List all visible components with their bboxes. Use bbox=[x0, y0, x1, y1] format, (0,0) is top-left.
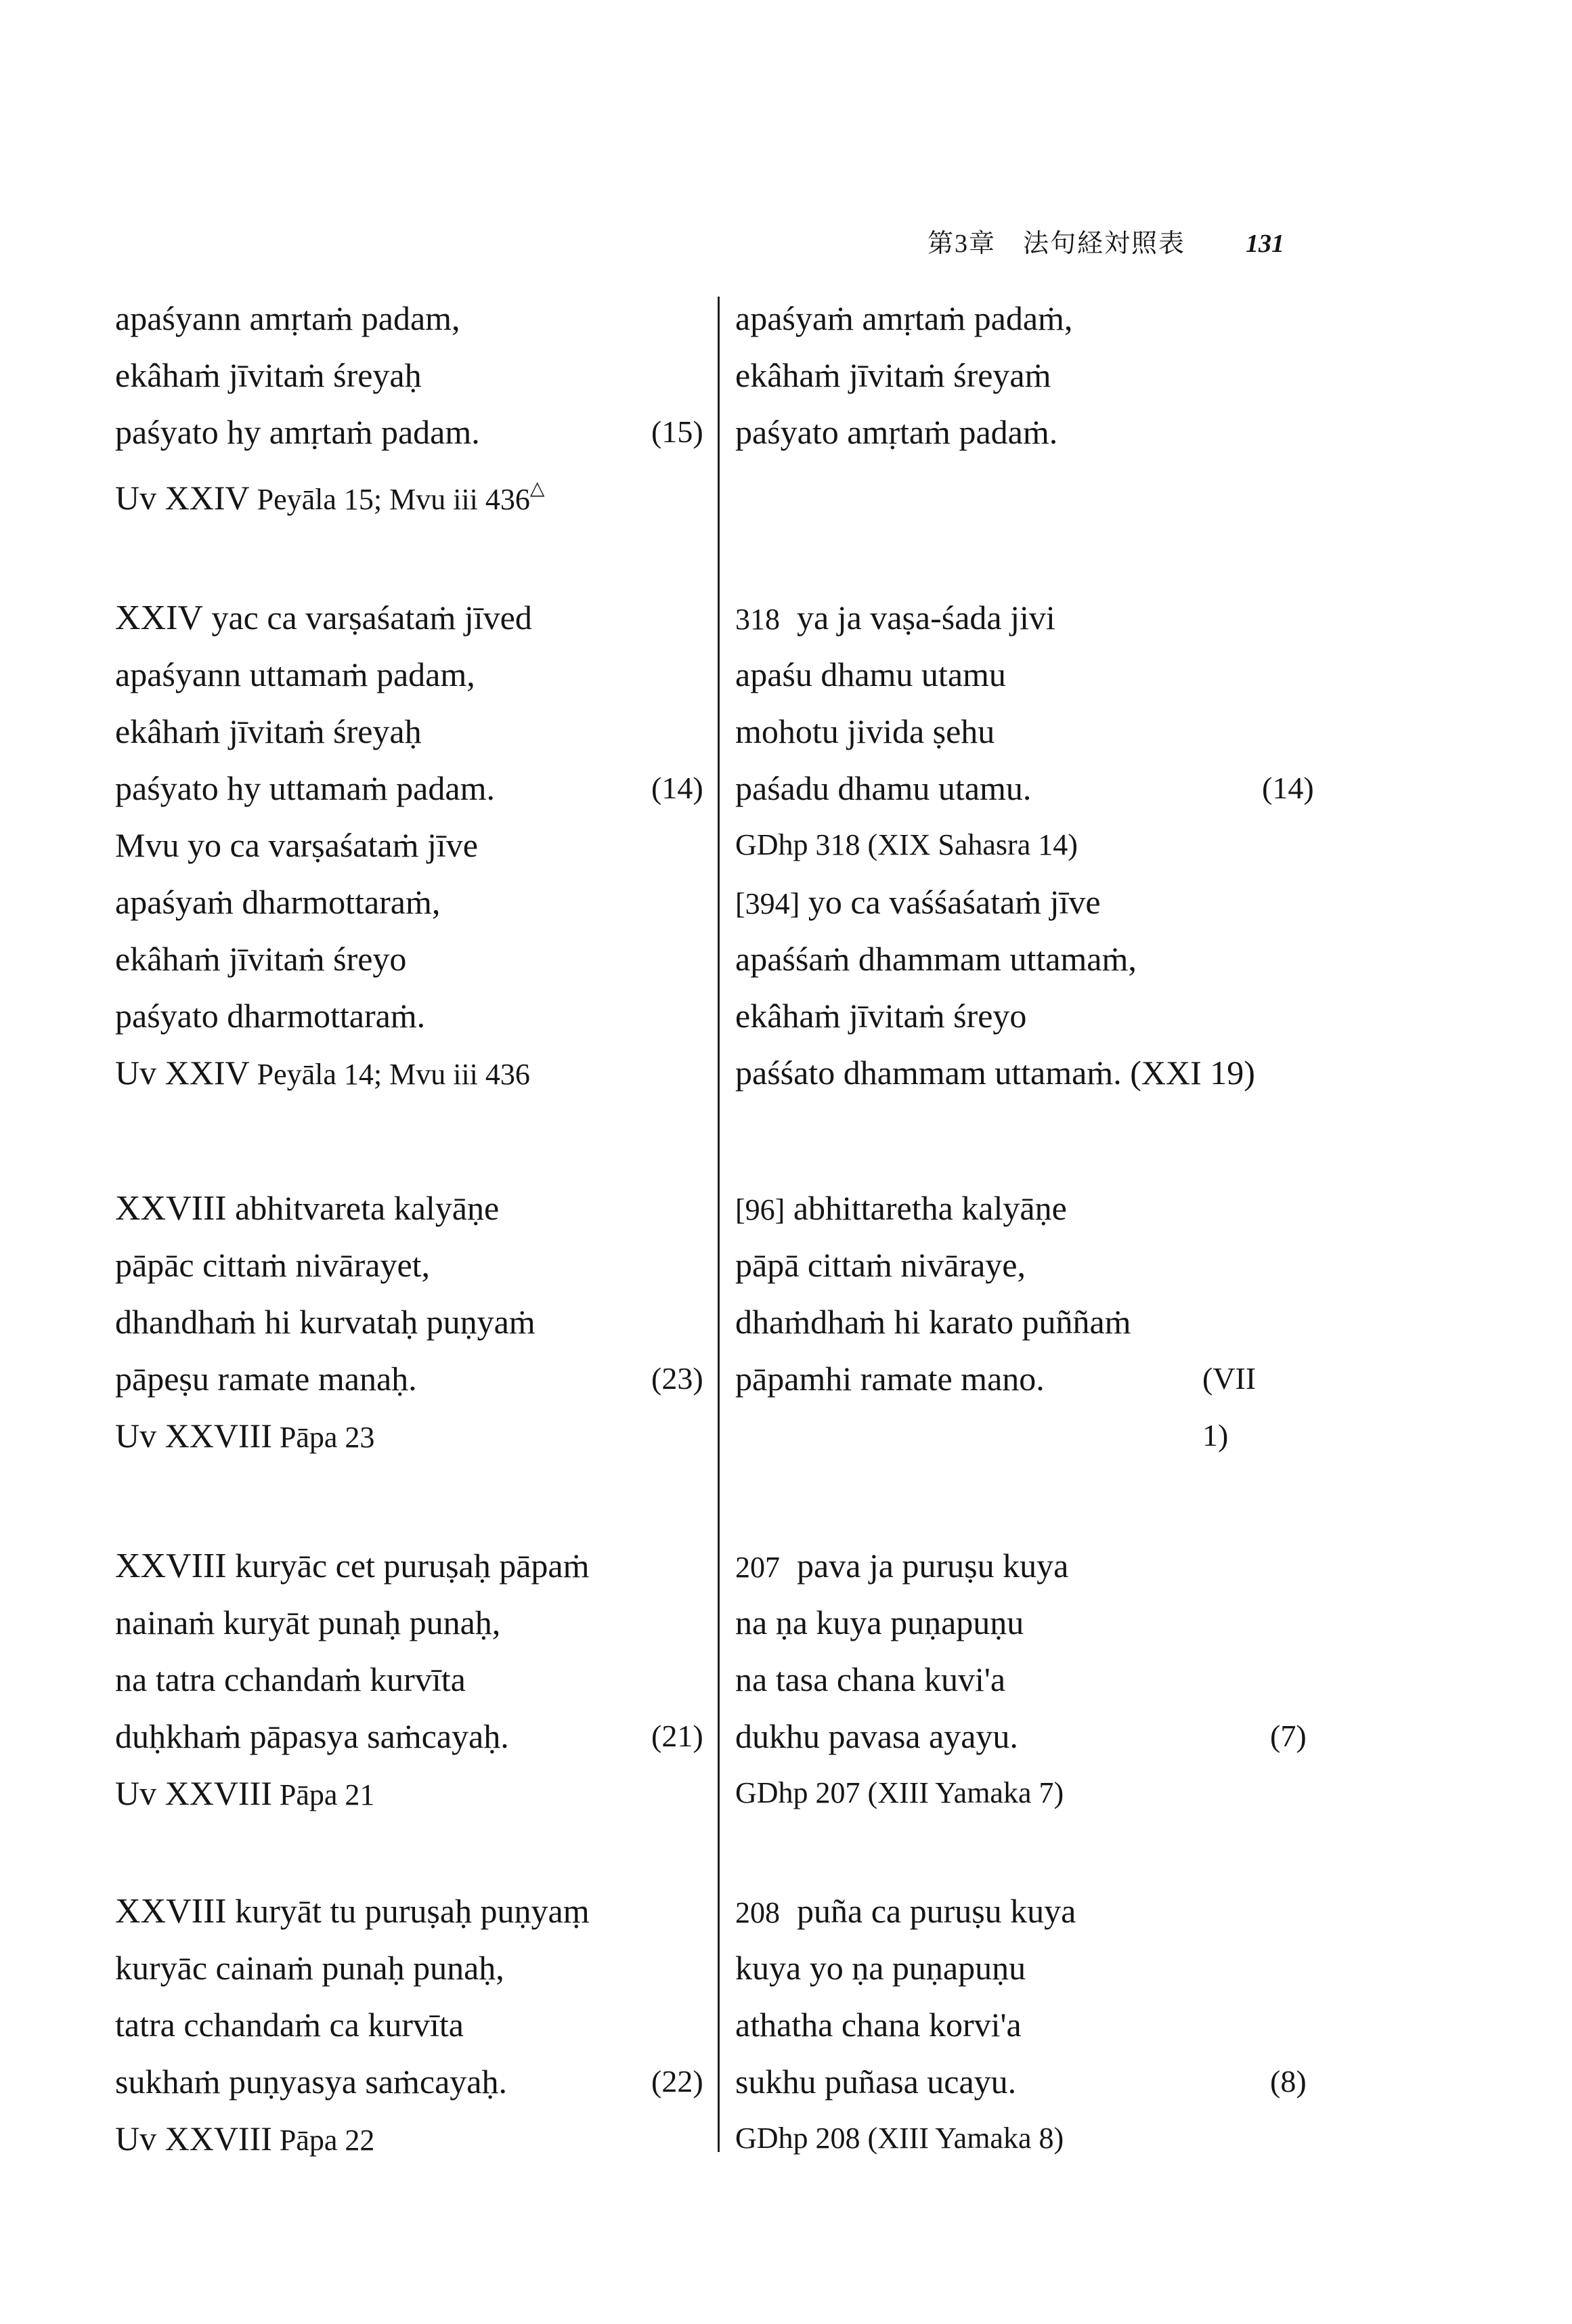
verse-line: dhandhaṁ hi kurvataḥ puṇyaṁ bbox=[115, 1303, 536, 1341]
chapter-ref: XXIV bbox=[115, 599, 203, 637]
verse-line: paśadu dhamu utamu. bbox=[735, 769, 1032, 807]
verse-line: pāpamhi ramate mano. bbox=[735, 1360, 1045, 1398]
triangle-mark: △ bbox=[529, 478, 545, 499]
verse-line: pāpeṣu ramate manaḥ. bbox=[115, 1360, 417, 1398]
verse-line: kuya yo ṇa puṇapuṇu bbox=[735, 1949, 1026, 1987]
verse-number: (7) bbox=[1270, 1719, 1307, 1753]
verse-ref: 207 bbox=[735, 1551, 780, 1584]
source-reference: Uv XXIV Peyāla 14; Mvu iii 436 bbox=[115, 1054, 530, 1092]
verse-line: na ṇa kuya puṇapuṇu bbox=[735, 1604, 1024, 1641]
verse-line: paśyato amṛtaṁ padaṁ. bbox=[735, 413, 1058, 451]
verse-line: athatha chana korvi'a bbox=[735, 2006, 1022, 2044]
verse-line: Mvu yo ca varṣaśataṁ jīve bbox=[115, 826, 478, 864]
verse-number: (15) bbox=[651, 414, 703, 449]
column-divider bbox=[718, 297, 720, 2152]
verse-number: (23) bbox=[651, 1361, 703, 1396]
chapter-ref: XXVIII bbox=[115, 1189, 227, 1228]
verse-first-line: 207 pava ja puruṣu kuya bbox=[735, 1547, 1069, 1585]
verse-number: (22) bbox=[651, 2064, 703, 2099]
verse-line: paśyato dharmottaraṁ. bbox=[115, 997, 426, 1035]
verse-line: pāpāc cittaṁ nivārayet, bbox=[115, 1246, 431, 1284]
chapter-location: (XXI 19) bbox=[1130, 1054, 1255, 1092]
verse-line: apaśu dhamu utamu bbox=[735, 655, 1006, 693]
verse-ref: 318 bbox=[735, 603, 780, 636]
verse-line: pāpā cittaṁ nivāraye, bbox=[735, 1246, 1026, 1284]
verse-number: (14) bbox=[1262, 771, 1314, 805]
verse-line: ekâhaṁ jīvitaṁ śreyaḥ bbox=[115, 712, 422, 750]
source-reference: GDhp 318 (XIX Sahasra 14) bbox=[735, 828, 1078, 861]
verse-line: ekâhaṁ jīvitaṁ śreyaḥ bbox=[115, 356, 422, 394]
verse-number: (14) bbox=[651, 771, 703, 805]
verse-line: ekâhaṁ jīvitaṁ śreyo bbox=[115, 940, 407, 978]
chapter-ref: XXVIII bbox=[115, 1892, 227, 1931]
verse-line: duḥkhaṁ pāpasya saṁcayaḥ. bbox=[115, 1717, 509, 1755]
verse-line: kuryāc cainaṁ punaḥ punaḥ, bbox=[115, 1949, 504, 1987]
verse-line: dhaṁdhaṁ hi karato puññaṁ bbox=[735, 1303, 1131, 1341]
verse-line: apaśyaṁ dharmottaraṁ, bbox=[115, 883, 441, 921]
source-reference: Uv XXVIII Pāpa 22 bbox=[115, 2119, 375, 2157]
verse-first-line: [96] abhittaretha kalyāṇe bbox=[735, 1189, 1067, 1227]
verse-ref: [96] bbox=[735, 1193, 785, 1226]
verse-line: paśyato hy uttamaṁ padam. bbox=[115, 769, 495, 807]
source-reference: Uv XXVIII Pāpa 23 bbox=[115, 1417, 375, 1455]
parallel-last-line: paśśato dhammam uttamaṁ. (XXI 19) bbox=[735, 1054, 1255, 1092]
verse-line: apaśyann uttamaṁ padam, bbox=[115, 655, 475, 693]
running-header bbox=[927, 223, 1307, 264]
verse-line: apaśśaṁ dhammam uttamaṁ, bbox=[735, 940, 1137, 978]
verse-first-line: XXIV yac ca varṣaśataṁ jīved bbox=[115, 599, 532, 637]
verse-first-line: 208 puña ca puruṣu kuya bbox=[735, 1892, 1076, 1930]
chapter-title: 第3章 法句経対照表 bbox=[927, 230, 1186, 258]
verse-ref: [394] bbox=[735, 887, 800, 920]
verse-first-line: XXVIII abhitvareta kalyāṇe bbox=[115, 1189, 500, 1228]
chapter-ref: XXVIII bbox=[115, 1547, 227, 1585]
source-reference: Uv XXVIII Pāpa 21 bbox=[115, 1774, 375, 1812]
verse-line: ekâhaṁ jīvitaṁ śreyaṁ bbox=[735, 356, 1051, 394]
verse-line: sukhaṁ puṇyasya saṁcayaḥ. bbox=[115, 2063, 508, 2101]
verse-number: (21) bbox=[651, 1719, 703, 1753]
verse-line: na tasa chana kuvi'a bbox=[735, 1660, 1006, 1698]
verse-line: apaśyann amṛtaṁ padam, bbox=[115, 299, 460, 337]
verse-number: (8) bbox=[1270, 2064, 1307, 2099]
source-reference: GDhp 207 (XIII Yamaka 7) bbox=[735, 1776, 1064, 1809]
source-reference: Uv XXIV Peyāla 15; Mvu iii 436△ bbox=[115, 478, 545, 517]
verse-number: (VII 1) bbox=[1202, 1361, 1257, 1452]
verse-first-line: 318 ya ja vaṣa-śada jivi bbox=[735, 599, 1055, 637]
verse-line: dukhu pavasa ayayu. bbox=[735, 1717, 1018, 1755]
verse-first-line: XXVIII kuryāc cet puruṣaḥ pāpaṁ bbox=[115, 1547, 590, 1585]
verse-line: sukhu puñasa ucayu. bbox=[735, 2063, 1017, 2101]
verse-ref: 208 bbox=[735, 1896, 780, 1929]
parallel-first-line: [394] yo ca vaśśaśataṁ jīve bbox=[735, 883, 1101, 921]
verse-line: mohotu jivida ṣehu bbox=[735, 712, 995, 750]
verse-line: apaśyaṁ amṛtaṁ padaṁ, bbox=[735, 299, 1073, 337]
verse-line: ekâhaṁ jīvitaṁ śreyo bbox=[735, 997, 1027, 1035]
verse-line: paśyato hy amṛtaṁ padam. bbox=[115, 413, 480, 451]
source-reference: GDhp 208 (XIII Yamaka 8) bbox=[735, 2122, 1064, 2155]
verse-line: tatra cchandaṁ ca kurvīta bbox=[115, 2006, 464, 2044]
page-number: 131 bbox=[1246, 230, 1284, 258]
verse-line: nainaṁ kuryāt punaḥ punaḥ, bbox=[115, 1604, 501, 1641]
verse-line: na tatra cchandaṁ kurvīta bbox=[115, 1660, 466, 1698]
verse-first-line: XXVIII kuryāt tu puruṣaḥ puṇyaṃ bbox=[115, 1892, 590, 1931]
